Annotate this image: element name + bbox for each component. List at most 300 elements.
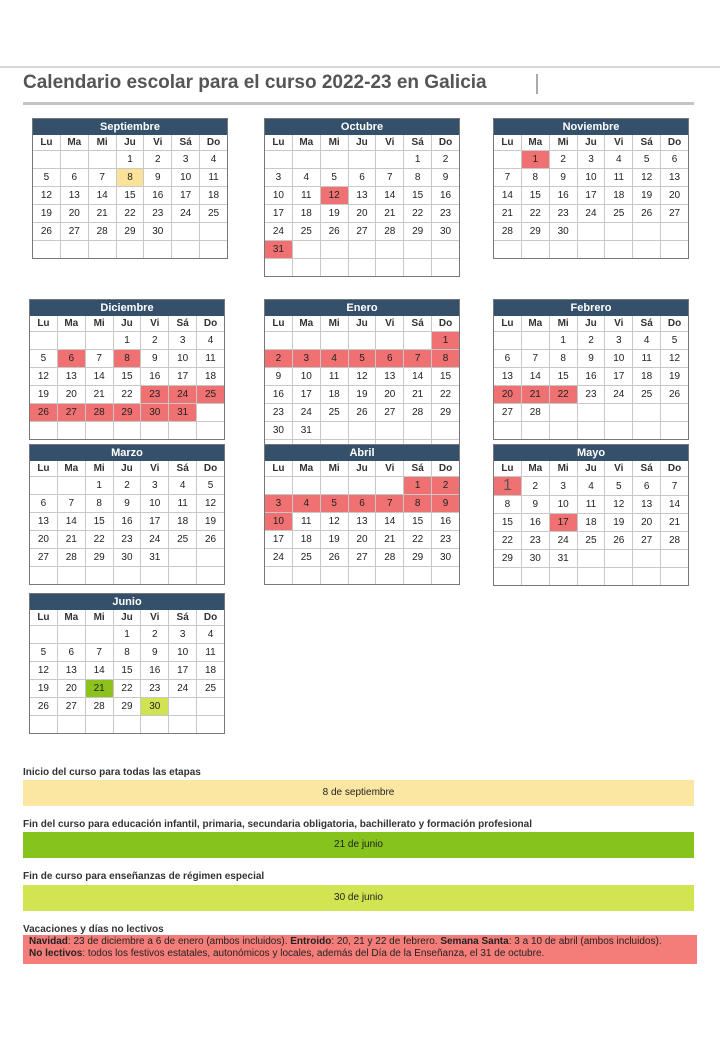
day-cell: 13 (348, 187, 376, 205)
day-cell: 17 (577, 187, 605, 205)
day-cell: 30 (141, 698, 169, 716)
navidad-label: Navidad (29, 936, 68, 947)
month-grid (494, 316, 688, 439)
day-cell: 17 (265, 205, 292, 223)
month-grid (30, 316, 224, 439)
day-cell: 22 (113, 680, 141, 698)
month-title: Abril (265, 445, 459, 461)
empty-cell (320, 567, 348, 585)
day-cell: 7 (404, 350, 432, 368)
week-row (30, 549, 224, 567)
day-cell: 18 (577, 514, 605, 532)
empty-cell (661, 550, 688, 568)
weekday-label: Sá (633, 135, 661, 151)
day-cell: 24 (577, 205, 605, 223)
title-rule (23, 102, 694, 105)
day-cell: 5 (197, 477, 224, 495)
week-row (265, 531, 459, 549)
day-cell: 20 (30, 531, 57, 549)
weekday-label: Sá (633, 316, 661, 332)
week-row (265, 187, 459, 205)
day-cell: 24 (605, 386, 633, 404)
day-cell: 15 (549, 368, 577, 386)
day-cell: 18 (200, 187, 227, 205)
week-row (265, 241, 459, 259)
day-cell: 7 (376, 169, 404, 187)
day-cell: 9 (141, 644, 169, 662)
empty-cell (376, 332, 404, 350)
week-row (494, 169, 688, 187)
empty-cell (376, 477, 404, 495)
week-row (30, 626, 224, 644)
day-cell: 10 (265, 187, 292, 205)
day-cell: 30 (521, 550, 549, 568)
fin-label: Fin del curso para educación infantil, primaria, secundaria obligatoria, bachillerato y formación profesional (23, 819, 533, 830)
day-cell: 7 (88, 169, 116, 187)
weekday-row (265, 461, 459, 477)
day-cell: 1 (113, 332, 141, 350)
day-cell: 18 (292, 531, 320, 549)
month-grid (265, 461, 459, 584)
week-row (265, 422, 459, 440)
day-cell: 26 (605, 532, 633, 550)
empty-cell (141, 567, 169, 585)
navidad-text: : 23 de diciembre a 6 de enero (ambos incluidos). (67, 936, 291, 947)
day-cell: 1 (549, 332, 577, 350)
day-cell: 29 (521, 223, 549, 241)
empty-cell (432, 241, 459, 259)
day-cell: 19 (320, 205, 348, 223)
week-row (33, 169, 227, 187)
weekday-label: Lu (30, 316, 57, 332)
weekday-label: Vi (376, 461, 404, 477)
day-cell: 28 (376, 223, 404, 241)
day-cell: 17 (141, 513, 169, 531)
day-cell: 11 (197, 350, 224, 368)
month-noviembre (493, 118, 689, 259)
day-cell: 9 (549, 169, 577, 187)
day-cell: 18 (169, 513, 197, 531)
weekday-label: Ju (577, 135, 605, 151)
empty-cell (292, 567, 320, 585)
empty-cell (494, 151, 521, 169)
weekday-label: Sá (404, 461, 432, 477)
day-cell: 24 (169, 386, 197, 404)
day-cell: 13 (348, 513, 376, 531)
weekday-label: Mi (320, 316, 348, 332)
week-row (494, 477, 688, 496)
empty-cell (348, 332, 376, 350)
entroido-text: : 20, 21 y 22 de febrero. (331, 936, 441, 947)
month-title: Mayo (494, 445, 688, 461)
weekday-row (494, 135, 688, 151)
day-cell: 28 (661, 532, 688, 550)
weekday-label: Vi (141, 461, 169, 477)
week-row (494, 151, 688, 169)
empty-cell (292, 259, 320, 277)
day-cell: 15 (113, 368, 141, 386)
empty-cell (292, 241, 320, 259)
day-cell: 22 (404, 205, 432, 223)
empty-cell (577, 241, 605, 259)
day-cell: 13 (661, 169, 688, 187)
semana-santa-text: : 3 a 10 de abril (ambos incluidos). (508, 936, 662, 947)
day-cell: 9 (577, 350, 605, 368)
day-cell: 8 (404, 495, 432, 513)
weekday-label: Do (197, 316, 224, 332)
day-cell: 15 (85, 513, 113, 531)
day-cell: 24 (172, 205, 200, 223)
day-cell: 18 (292, 205, 320, 223)
month-abril (264, 444, 460, 585)
day-cell: 8 (113, 350, 141, 368)
day-cell: 19 (320, 531, 348, 549)
day-cell: 21 (376, 531, 404, 549)
day-cell: 6 (348, 169, 376, 187)
day-cell: 15 (113, 662, 141, 680)
empty-cell (320, 151, 348, 169)
week-row (494, 550, 688, 568)
week-row (30, 350, 224, 368)
day-cell: 4 (200, 151, 227, 169)
month-grid (494, 461, 688, 585)
day-cell: 30 (144, 223, 172, 241)
week-row (30, 567, 224, 585)
day-cell: 12 (30, 662, 57, 680)
day-cell: 25 (292, 549, 320, 567)
day-cell: 31 (141, 549, 169, 567)
no-lectivos-label: No lectivos (29, 948, 83, 959)
day-cell: 11 (200, 169, 227, 187)
week-row (265, 151, 459, 169)
weekday-label: Ma (292, 135, 320, 151)
top-divider (0, 66, 720, 68)
weekday-label: Sá (169, 316, 197, 332)
day-cell: 14 (85, 662, 113, 680)
title-tick (536, 74, 538, 94)
day-cell: 26 (197, 531, 224, 549)
weekday-label: Do (432, 135, 459, 151)
weekday-label: Vi (605, 461, 633, 477)
empty-cell (577, 404, 605, 422)
day-cell: 29 (113, 698, 141, 716)
day-cell: 13 (376, 368, 404, 386)
weekday-label: Do (661, 135, 688, 151)
empty-cell (85, 626, 113, 644)
day-cell: 2 (521, 477, 549, 496)
day-cell: 2 (113, 477, 141, 495)
day-cell: 6 (633, 477, 661, 496)
empty-cell (169, 698, 197, 716)
day-cell: 1 (521, 151, 549, 169)
day-cell: 27 (376, 404, 404, 422)
day-cell: 3 (549, 477, 577, 496)
week-row (265, 549, 459, 567)
day-cell: 2 (432, 477, 459, 495)
month-septiembre (32, 118, 228, 259)
day-cell: 20 (57, 680, 85, 698)
day-cell: 3 (265, 169, 292, 187)
day-cell: 28 (85, 698, 113, 716)
day-cell: 13 (60, 187, 88, 205)
entroido-label: Entroido (290, 936, 332, 947)
day-cell: 3 (169, 332, 197, 350)
day-cell: 12 (605, 496, 633, 514)
day-cell: 5 (348, 350, 376, 368)
weekday-label: Lu (494, 135, 521, 151)
day-cell: 20 (348, 205, 376, 223)
day-cell: 29 (432, 404, 459, 422)
day-cell: 10 (169, 350, 197, 368)
empty-cell (57, 422, 85, 440)
inicio-bar: 8 de septiembre (23, 780, 694, 806)
day-cell: 27 (348, 223, 376, 241)
day-cell: 28 (57, 549, 85, 567)
weekday-label: Ma (292, 461, 320, 477)
day-cell: 16 (265, 386, 292, 404)
empty-cell (57, 567, 85, 585)
empty-cell (265, 259, 292, 277)
weekday-label: Mi (85, 610, 113, 626)
empty-cell (141, 422, 169, 440)
week-row (30, 644, 224, 662)
day-cell: 25 (633, 386, 661, 404)
day-cell: 26 (30, 698, 57, 716)
day-cell: 21 (85, 680, 113, 698)
day-cell: 6 (57, 644, 85, 662)
weekday-label: Sá (169, 461, 197, 477)
day-cell: 27 (494, 404, 521, 422)
day-cell: 9 (432, 495, 459, 513)
day-cell: 17 (265, 531, 292, 549)
day-cell: 11 (292, 187, 320, 205)
day-cell: 7 (661, 477, 688, 496)
day-cell: 9 (265, 368, 292, 386)
empty-cell (521, 568, 549, 586)
day-cell: 23 (432, 205, 459, 223)
day-cell: 30 (432, 223, 459, 241)
empty-cell (169, 422, 197, 440)
week-row (33, 223, 227, 241)
day-cell: 2 (141, 332, 169, 350)
weekday-label: Ju (348, 316, 376, 332)
empty-cell (265, 151, 292, 169)
page-title: Calendario escolar para el curso 2022-23 en Galicia (23, 72, 487, 93)
month-title: Junio (30, 594, 224, 610)
weekday-label: Lu (33, 135, 60, 151)
day-cell: 12 (320, 187, 348, 205)
empty-cell (348, 259, 376, 277)
weekday-label: Mi (85, 461, 113, 477)
empty-cell (376, 567, 404, 585)
weekday-label: Ma (57, 316, 85, 332)
month-title: Febrero (494, 300, 688, 316)
day-cell: 27 (30, 549, 57, 567)
week-row (30, 495, 224, 513)
empty-cell (521, 422, 549, 440)
day-cell: 31 (549, 550, 577, 568)
empty-cell (144, 241, 172, 259)
weekday-label: Do (200, 135, 227, 151)
week-row (33, 205, 227, 223)
day-cell: 6 (30, 495, 57, 513)
day-cell: 15 (404, 187, 432, 205)
week-row (265, 477, 459, 495)
week-row (33, 187, 227, 205)
day-cell: 18 (197, 662, 224, 680)
empty-cell (113, 422, 141, 440)
day-cell: 15 (494, 514, 521, 532)
empty-cell (85, 422, 113, 440)
empty-cell (494, 568, 521, 586)
day-cell: 24 (292, 404, 320, 422)
weekday-label: Do (432, 461, 459, 477)
day-cell: 11 (577, 496, 605, 514)
weekday-label: Vi (605, 135, 633, 151)
day-cell: 8 (432, 350, 459, 368)
weekday-row (33, 135, 227, 151)
empty-cell (320, 259, 348, 277)
weekday-label: Lu (494, 316, 521, 332)
day-cell: 27 (661, 205, 688, 223)
day-cell: 19 (30, 680, 57, 698)
day-cell: 30 (432, 549, 459, 567)
week-row (30, 422, 224, 440)
day-cell: 26 (320, 223, 348, 241)
empty-cell (549, 422, 577, 440)
weekday-label: Ma (57, 461, 85, 477)
weekday-row (494, 316, 688, 332)
day-cell: 1 (432, 332, 459, 350)
month-title: Enero (265, 300, 459, 316)
day-cell: 4 (320, 350, 348, 368)
day-cell: 19 (661, 368, 688, 386)
day-cell: 30 (141, 404, 169, 422)
day-cell: 15 (404, 513, 432, 531)
day-cell: 26 (633, 205, 661, 223)
day-cell: 11 (197, 644, 224, 662)
weekday-label: Ma (60, 135, 88, 151)
day-cell: 29 (494, 550, 521, 568)
week-row (30, 404, 224, 422)
day-cell: 4 (633, 332, 661, 350)
day-cell: 23 (521, 532, 549, 550)
day-cell: 8 (116, 169, 144, 187)
empty-cell (521, 241, 549, 259)
day-cell: 29 (113, 404, 141, 422)
weekday-row (265, 135, 459, 151)
weekday-label: Vi (141, 610, 169, 626)
empty-cell (633, 550, 661, 568)
weekday-label: Ju (348, 461, 376, 477)
day-cell: 28 (376, 549, 404, 567)
week-row (494, 223, 688, 241)
day-cell: 26 (33, 223, 60, 241)
week-row (494, 187, 688, 205)
day-cell: 18 (320, 386, 348, 404)
day-cell: 14 (376, 513, 404, 531)
day-cell: 7 (85, 644, 113, 662)
day-cell: 12 (348, 368, 376, 386)
day-cell: 3 (172, 151, 200, 169)
day-cell: 15 (521, 187, 549, 205)
day-cell: 2 (265, 350, 292, 368)
weekday-label: Vi (376, 135, 404, 151)
empty-cell (30, 477, 57, 495)
empty-cell (348, 477, 376, 495)
week-row (265, 169, 459, 187)
weekday-row (30, 610, 224, 626)
empty-cell (320, 477, 348, 495)
month-enero (264, 299, 460, 458)
weekday-label: Lu (265, 316, 292, 332)
day-cell: 5 (30, 350, 57, 368)
empty-cell (33, 241, 60, 259)
day-cell: 9 (144, 169, 172, 187)
day-cell: 21 (376, 205, 404, 223)
day-cell: 25 (320, 404, 348, 422)
empty-cell (633, 404, 661, 422)
weekday-label: Mi (88, 135, 116, 151)
day-cell: 4 (169, 477, 197, 495)
day-cell: 2 (144, 151, 172, 169)
day-cell: 27 (633, 532, 661, 550)
weekday-label: Ma (521, 461, 549, 477)
weekday-label: Do (661, 316, 688, 332)
day-cell: 4 (292, 495, 320, 513)
week-row (494, 496, 688, 514)
day-cell: 31 (169, 404, 197, 422)
day-cell: 17 (605, 368, 633, 386)
week-row (265, 259, 459, 277)
empty-cell (57, 716, 85, 734)
day-cell: 13 (633, 496, 661, 514)
day-cell: 14 (521, 368, 549, 386)
day-cell: 5 (30, 644, 57, 662)
day-cell: 20 (348, 531, 376, 549)
day-cell: 17 (549, 514, 577, 532)
vacaciones-label: Vacaciones y días no lectivos (23, 924, 164, 935)
day-cell: 10 (549, 496, 577, 514)
day-cell: 25 (197, 680, 224, 698)
week-row (494, 404, 688, 422)
empty-cell (169, 567, 197, 585)
empty-cell (577, 550, 605, 568)
day-cell: 21 (88, 205, 116, 223)
empty-cell (376, 241, 404, 259)
empty-cell (265, 477, 292, 495)
day-cell: 31 (265, 241, 292, 259)
empty-cell (292, 332, 320, 350)
day-cell: 26 (661, 386, 688, 404)
day-cell: 25 (577, 532, 605, 550)
empty-cell (605, 241, 633, 259)
day-cell: 11 (605, 169, 633, 187)
day-cell: 24 (141, 531, 169, 549)
day-cell: 20 (57, 386, 85, 404)
day-cell: 16 (432, 513, 459, 531)
day-cell: 26 (30, 404, 57, 422)
day-cell: 16 (521, 514, 549, 532)
day-cell: 7 (376, 495, 404, 513)
weekday-label: Ju (348, 135, 376, 151)
day-cell: 1 (404, 477, 432, 495)
week-row (30, 513, 224, 531)
day-cell: 14 (85, 368, 113, 386)
day-cell: 21 (57, 531, 85, 549)
empty-cell (320, 332, 348, 350)
day-cell: 25 (197, 386, 224, 404)
